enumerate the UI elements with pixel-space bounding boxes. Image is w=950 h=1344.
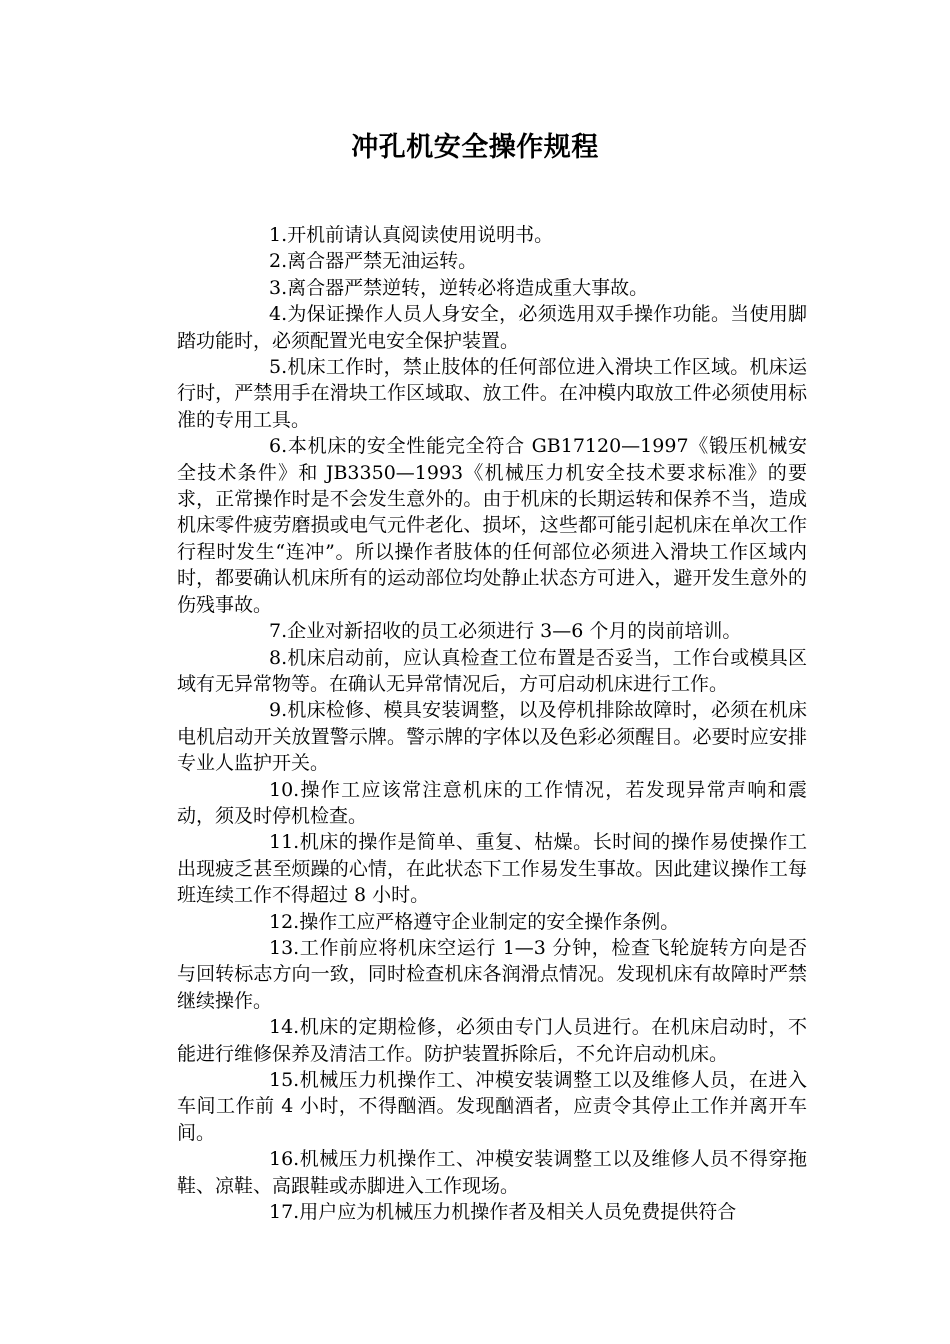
item-number: 16. [269, 1148, 300, 1171]
item-text: 机械压力机操作工、冲模安装调整工以及维修人员不得穿拖鞋、凉鞋、高跟鞋或赤脚进入工作现场。 [177, 1148, 807, 1197]
list-item [177, 1067, 807, 1146]
item-text: 用户应为机械压力机操作者及相关人员免费提供符合 [299, 1201, 737, 1224]
item-number: 5. [269, 356, 288, 379]
list-item [177, 777, 807, 830]
item-number: 4. [269, 303, 288, 326]
item-number: 15. [269, 1069, 300, 1091]
item-text: 机械压力机操作工、冲模安装调整工以及维修人员，在进入车间工作前 4 小时，不得酗酒。发现酗酒者，应责令其停止工作并离开车间。 [177, 1069, 807, 1144]
list-item [177, 354, 807, 433]
list-item [177, 909, 807, 935]
item-text: 机床启动前，应认真检查工位布置是否妥当，工作台或模具区域有无异常物等。在确认无异常情况后，方可启动机床进行工作。 [177, 646, 807, 695]
item-number: 14. [269, 1016, 300, 1039]
item-text: 本机床的安全性能完全符合 GB17120—1997《锻压机械安全技术条件》和 JB3350—1993《机械压力机安全技术要求标准》的要求，正常操作时是不会发生意外的。由于机床的长期运转和保养不当，造成机床零件疲劳磨损或电气元件老化、损坏，这些都可能引起机床在单次工作行程时发生“连冲”。所以操作者肢体的任何部位必须进入滑块工作区域内时，都要确认机床所有的运动部位均处静止状态方可进入，避开发生意外的伤残事故。 [177, 435, 807, 616]
item-number: 1. [269, 224, 288, 246]
item-text: 工作前应将机床空运行 1—3 分钟，检查飞轮旋转方向是否与回转标志方向一致，同时检查机床各润滑点情况。发现机床有故障时严禁继续操作。 [177, 936, 807, 1012]
list-item [177, 935, 807, 1014]
item-number: 2. [269, 250, 288, 273]
item-number: 7. [269, 620, 288, 643]
item-text: 开机前请认真阅读使用说明书。 [287, 224, 554, 246]
item-number: 8. [269, 646, 288, 669]
item-number: 3. [269, 276, 288, 299]
list-item [177, 1146, 807, 1199]
item-text: 操作工应严格遵守企业制定的安全操作条例。 [299, 910, 680, 933]
item-text: 操作工应该常注意机床的工作情况，若发现异常声响和震动，须及时停机检查。 [177, 778, 807, 827]
list-item [177, 248, 807, 274]
item-number: 11. [269, 831, 300, 854]
list-item [177, 1199, 807, 1225]
list-item [177, 645, 807, 698]
list-item [177, 618, 807, 644]
rules-list [177, 222, 807, 1225]
item-number: 9. [269, 699, 288, 722]
item-text: 机床的定期检修，必须由专门人员进行。在机床启动时，不能进行维修保养及清洁工作。防护装置拆除后，不允许启动机床。 [177, 1016, 807, 1065]
item-number: 12. [269, 910, 300, 933]
item-text: 离合器严禁无油运转。 [287, 250, 478, 273]
item-text: 企业对新招收的员工必须进行 3—6 个月的岗前培训。 [287, 620, 742, 643]
item-number: 13. [269, 936, 300, 959]
item-text: 机床工作时，禁止肢体的任何部位进入滑块工作区域。机床运行时，严禁用手在滑块工作区域取、放工件。在冲模内取放工件必须使用标准的专用工具。 [177, 356, 807, 431]
list-item [177, 433, 807, 618]
item-number: 6. [269, 435, 288, 458]
item-text: 离合器严禁逆转，逆转必将造成重大事故。 [287, 276, 649, 299]
list-item [177, 301, 807, 354]
item-number: 17. [269, 1201, 300, 1224]
item-text: 机床检修、模具安装调整，以及停机排除故障时，必须在机床电机启动开关放置警示牌。警示牌的字体以及色彩必须醒目。必要时应安排专业人监护开关。 [177, 699, 807, 775]
item-text: 机床的操作是简单、重复、枯燥。长时间的操作易使操作工出现疲乏甚至烦躁的心情，在此状态下工作易发生事故。因此建议操作工每班连续工作不得超过 8 小时。 [177, 831, 807, 907]
list-item [177, 1014, 807, 1067]
list-item [177, 222, 807, 248]
list-item [177, 275, 807, 301]
item-number: 10. [269, 778, 300, 801]
item-text: 为保证操作人员人身安全，必须选用双手操作功能。当使用脚踏功能时，必须配置光电安全保护装置。 [177, 303, 807, 352]
list-item [177, 829, 807, 908]
list-item [177, 697, 807, 776]
page-title: 冲孔机安全操作规程 [351, 132, 599, 163]
